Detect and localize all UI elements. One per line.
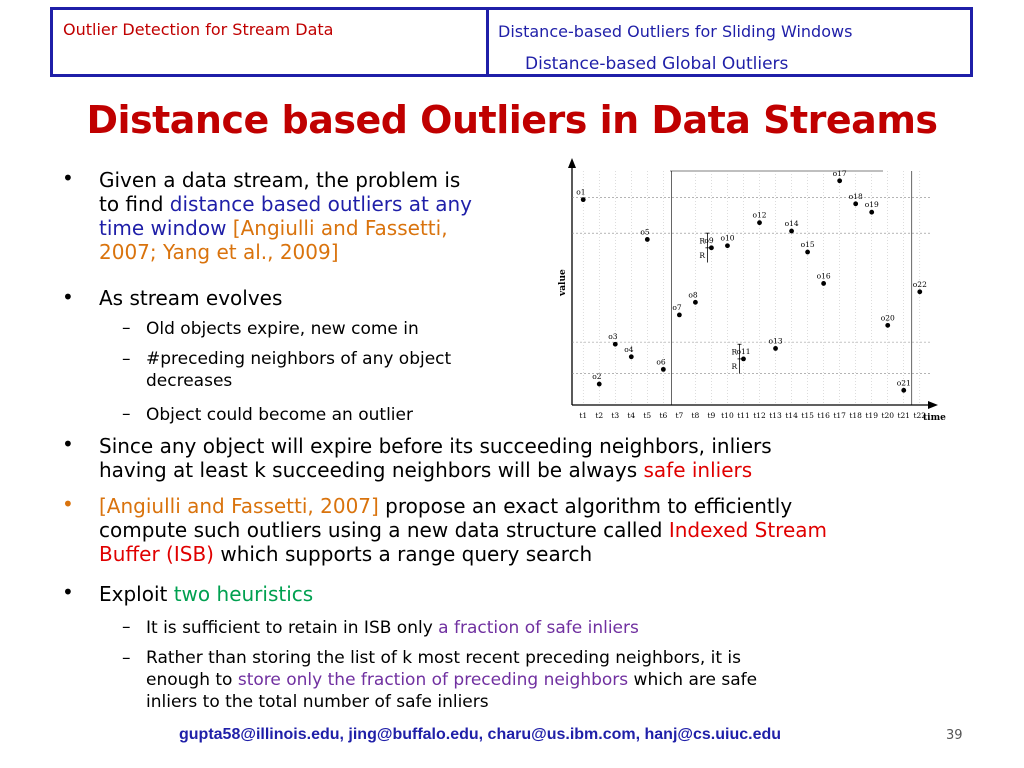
x-tick-label: t4 (627, 411, 636, 420)
bullet-2-sub-2-line-2: decreases (146, 371, 233, 391)
data-point (677, 312, 682, 317)
data-point (853, 201, 858, 206)
data-point-label: o3 (608, 332, 618, 342)
data-point-label: o12 (752, 210, 767, 220)
data-point-label: o5 (640, 227, 650, 237)
nav-right-item-2[interactable]: Distance-based Global Outliers (525, 54, 789, 74)
bullet-dot: • (62, 580, 74, 604)
data-point (597, 382, 602, 387)
x-axis-arrow (928, 401, 938, 409)
data-point (581, 197, 586, 202)
bullet-5-sub-2 (146, 647, 757, 713)
bullet-3-highlight: safe inliers (643, 458, 753, 482)
x-axis-label: time (923, 413, 946, 423)
range-marker-label: R (731, 362, 738, 372)
x-tick-label: t18 (849, 411, 862, 420)
bullet-4 (99, 494, 827, 566)
x-tick-label: t3 (611, 411, 620, 420)
data-point-label: o9 (704, 235, 714, 245)
bullet-1-reference-1: [Angiulli and Fassetti, (226, 216, 448, 240)
bullet-dot: • (62, 492, 74, 516)
x-tick-label: t13 (769, 411, 782, 420)
y-axis-label: value (558, 269, 568, 296)
bullet-1-line-2 (99, 192, 472, 216)
x-tick-label: t8 (691, 411, 700, 420)
bullet-4-line-1 (99, 494, 827, 518)
bullet-1-highlight-1: distance based outliers at any (169, 192, 472, 216)
bullet-2-sub-2 (146, 348, 451, 392)
x-tick-label: t20 (881, 411, 895, 420)
x-tick-label: t21 (897, 411, 911, 420)
data-point (837, 178, 842, 183)
bullet-5-sub-1 (146, 616, 639, 640)
data-point-label: o8 (688, 290, 698, 300)
x-tick-label: t22 (913, 411, 927, 420)
bullet-2: As stream evolves (99, 286, 283, 310)
data-point-label: o16 (816, 271, 831, 281)
bullet-1-line-3 (99, 216, 472, 240)
sub-dash: – (122, 404, 131, 424)
bullet-4-text-3: which supports a range query search (213, 542, 593, 566)
data-point (757, 220, 762, 225)
chart-marks (576, 169, 927, 420)
bullet-5-sub-2-highlight: store only the fraction of preceding neighbors (237, 670, 629, 690)
slide-title: Distance based Outliers in Data Streams (86, 98, 938, 142)
data-point-label: o17 (832, 168, 847, 178)
data-point (613, 342, 618, 347)
footer-emails: gupta58@illinois.edu, jing@buffalo.edu, charu@us.ibm.com, hanj@cs.uiuc.edu (179, 726, 782, 743)
data-point (917, 289, 922, 294)
bullet-5-text: Exploit (99, 582, 174, 606)
bullet-5-sub-2-text: enough to (146, 670, 238, 690)
nav-right-item-1[interactable]: Distance-based Outliers for Sliding Windows (498, 22, 853, 41)
bullet-dot: • (62, 166, 74, 190)
bullet-3-line-2 (99, 458, 772, 482)
x-tick-label: t5 (643, 411, 652, 420)
x-tick-label: t11 (737, 411, 750, 420)
data-point-label: o4 (624, 344, 634, 354)
data-point (645, 237, 650, 242)
y-axis-arrow (568, 158, 576, 168)
x-tick-label: t7 (675, 411, 684, 420)
bullet-4-highlight-2: Buffer (ISB) (99, 542, 214, 566)
data-point-label: o14 (784, 219, 799, 229)
nav-bar (50, 7, 973, 77)
data-point (805, 250, 810, 255)
x-tick-label: t14 (785, 411, 798, 420)
data-point-label: o2 (592, 372, 602, 382)
bullet-1 (99, 168, 472, 264)
bullet-5-sub-2-text-2: which are safe (628, 670, 758, 690)
bullet-1-line-1: Given a data stream, the problem is (99, 168, 461, 192)
data-point (885, 323, 890, 328)
data-point-label: o18 (848, 191, 863, 201)
x-tick-label: t1 (579, 411, 588, 420)
bullet-5-sub-2-line-1: Rather than storing the list of k most recent preceding neighbors, it is (146, 648, 742, 668)
data-point (789, 229, 794, 234)
bullet-4-highlight-1: Indexed Stream (668, 518, 827, 542)
data-point-label: o15 (800, 240, 815, 250)
sub-dash: – (122, 318, 131, 338)
bullet-4-text-2: compute such outliers using a new data structure called (99, 518, 669, 542)
data-point-label: o13 (768, 336, 783, 346)
bullet-3-line-1: Since any object will expire before its succeeding neighbors, inliers (99, 434, 772, 458)
bullet-1-reference-2: 2007; Yang et al., 2009] (99, 240, 339, 264)
data-point (821, 281, 826, 286)
bullet-dot: • (62, 432, 74, 456)
bullet-3 (99, 434, 772, 482)
nav-section-right (489, 10, 970, 74)
bullet-dot: • (62, 285, 74, 309)
data-point (629, 354, 634, 359)
data-point-label: o6 (656, 357, 666, 367)
bullet-5-sub-1-highlight: a fraction of safe inliers (438, 618, 639, 638)
bullet-5-sub-2-line-3: inliers to the total number of safe inliers (146, 692, 489, 712)
bullet-2-sub-2-line-1: #preceding neighbors of any object (146, 349, 452, 369)
data-point-label: o11 (736, 346, 751, 356)
bullet-4-text-1: propose an exact algorithm to efficiently (378, 494, 793, 518)
data-point-label: o10 (720, 233, 735, 243)
sub-dash: – (122, 349, 131, 369)
data-point (741, 356, 746, 361)
range-marker-label: R (699, 251, 706, 261)
bullet-5-sub-2-line-2 (146, 669, 757, 691)
sub-dash: – (122, 648, 131, 668)
x-tick-label: t6 (659, 411, 668, 420)
bullet-2-sub-3: Object could become an outlier (146, 405, 413, 425)
range-marker-label: R (731, 347, 738, 357)
outlier-scatter-chart (553, 156, 948, 426)
range-marker-label: R (699, 236, 706, 246)
x-tick-label: t15 (801, 411, 814, 420)
chart-frame (568, 158, 938, 409)
x-tick-label: t19 (865, 411, 878, 420)
page-number: 39 (946, 728, 963, 743)
bullet-2-sub-1: Old objects expire, new come in (146, 319, 419, 339)
data-point (901, 388, 906, 393)
data-point-label: o21 (896, 378, 911, 388)
bullet-4-line-3 (99, 542, 827, 566)
data-point (709, 245, 714, 250)
bullet-1-text: to find (99, 192, 170, 216)
bullet-5-highlight: two heuristics (173, 582, 314, 606)
data-point (773, 346, 778, 351)
x-tick-label: t10 (721, 411, 734, 420)
bullet-5 (99, 582, 313, 606)
bullet-3-text: having at least k succeeding neighbors will be always (99, 458, 644, 482)
bullet-5-sub-1-text: It is sufficient to retain in ISB only (146, 618, 439, 638)
sub-dash: – (122, 617, 131, 637)
data-point (725, 243, 730, 248)
data-point-label: o1 (576, 187, 586, 197)
x-tick-label: t2 (595, 411, 604, 420)
bullet-4-line-2 (99, 518, 827, 542)
data-point-label: o20 (880, 313, 895, 323)
bullet-4-reference: [Angiulli and Fassetti, 2007] (99, 494, 379, 518)
nav-left-label[interactable]: Outlier Detection for Stream Data (63, 20, 334, 39)
data-point-label: o19 (864, 200, 879, 210)
data-point (693, 300, 698, 305)
data-point-label: o22 (912, 279, 927, 289)
bullet-1-highlight-2: time window (99, 216, 227, 240)
data-point (869, 210, 874, 215)
data-point (661, 367, 666, 372)
nav-section-left[interactable] (53, 10, 489, 74)
x-tick-label: t16 (817, 411, 830, 420)
x-tick-label: t9 (707, 411, 716, 420)
data-point-label: o7 (672, 302, 682, 312)
x-tick-label: t17 (833, 411, 846, 420)
x-tick-label: t12 (753, 411, 766, 420)
